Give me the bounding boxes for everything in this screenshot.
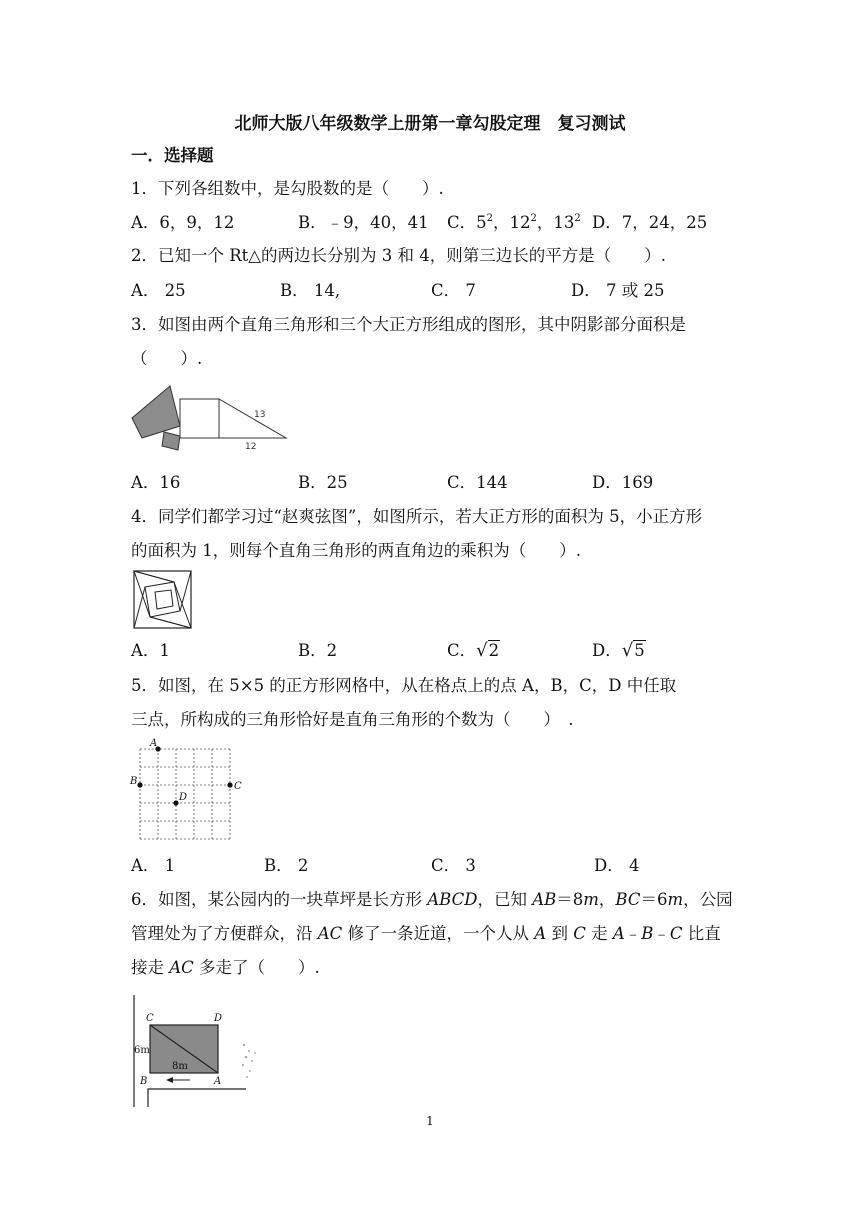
q1-option-c: C．$5^2$，$12^2$，$13^2$ <box>447 213 581 232</box>
q4-option-d: D．√5 <box>592 640 645 661</box>
q5-option-c: C． 3 <box>431 856 476 875</box>
q2-option-c: C． 7 <box>431 281 476 300</box>
q1-option-d: D．7，24，25 <box>592 213 708 232</box>
q5-option-a: A． 1 <box>131 856 176 875</box>
q4-zhaoshuang-figure <box>133 570 193 630</box>
q3-label-12: 12 <box>245 442 257 452</box>
page-number: 1 <box>426 1114 434 1128</box>
q6-stem-line3: 接走 AC 多走了（ ）. <box>131 958 320 977</box>
q5-stem-line2: 三点，所构成的三角形恰好是直角三角形的个数为（ ） . <box>131 710 574 729</box>
q4-stem-line2: 的面积为 1，则每个直角三角形的两直角边的乘积为（ ）. <box>131 541 581 560</box>
q4-stem-line1: 4．同学们都学习过“赵爽弦图”，如图所示，若大正方形的面积为 5，小正方形 <box>131 507 703 526</box>
q6-stem-line2: 管理处为了方便群众，沿 AC 修了一条近道，一个人从 A 到 C 走 A﹣B﹣C 比直 <box>131 924 721 943</box>
q3-figure <box>128 382 293 454</box>
q3-stem-line2: （ ）. <box>131 349 203 368</box>
q6-stem-line1: 6．如图，某公园内的一块草坪是长方形 ABCD，已知 AB＝8m，BC＝6m，公园 <box>131 890 733 909</box>
q2-stem: 2．已知一个 Rt△的两边长分别为 3 和 4，则第三边长的平方是（ ）. <box>131 246 666 265</box>
q2-option-a: A． 25 <box>131 281 186 300</box>
q5-point-d: D <box>179 792 188 803</box>
q6-point-a: A <box>214 1076 222 1087</box>
q1-option-b: B．﹣9，40，41 <box>298 213 429 232</box>
q5-option-d: D． 4 <box>594 856 640 875</box>
q6-park-figure <box>128 993 268 1109</box>
q4-option-b: B．2 <box>298 641 338 660</box>
q6-point-c: C <box>146 1013 154 1024</box>
q3-label-13: 13 <box>254 410 266 420</box>
q3-option-b: B．25 <box>298 473 348 492</box>
q5-point-b: B <box>130 776 138 787</box>
q2-option-b: B． 14, <box>280 281 341 300</box>
q6-point-b: B <box>140 1076 148 1087</box>
q5-option-b: B． 2 <box>264 856 309 875</box>
q2-option-d: D． 7 或 25 <box>571 281 665 300</box>
page-title: 北师大版八年级数学上册第一章勾股定理 复习测试 <box>234 114 626 134</box>
q5-point-c: C <box>234 781 242 792</box>
q3-option-d: D．169 <box>592 473 654 492</box>
q4-option-a: A．1 <box>131 641 170 660</box>
section-heading: 一．选择题 <box>131 146 214 165</box>
q3-option-c: C．144 <box>447 473 508 492</box>
q4-option-c: C．√2 <box>447 640 500 661</box>
q6-label-6m: 6m <box>134 1045 150 1056</box>
q1-stem: 1．下列各组数中，是勾股数的是（ ）. <box>131 179 444 198</box>
q1-option-a: A．6，9，12 <box>131 213 235 232</box>
q6-label-8m: 8m <box>172 1061 188 1072</box>
q6-point-d: D <box>214 1013 223 1024</box>
q5-point-a: A <box>150 738 158 749</box>
q3-stem-line1: 3．如图由两个直角三角形和三个大正方形组成的图形，其中阴影部分面积是 <box>131 315 686 334</box>
q5-grid-figure <box>128 737 248 843</box>
q5-stem-line1: 5．如图，在 5×5 的正方形网格中，从在格点上的点 A，B，C，D 中任取 <box>131 676 677 695</box>
q3-option-a: A．16 <box>131 473 181 492</box>
